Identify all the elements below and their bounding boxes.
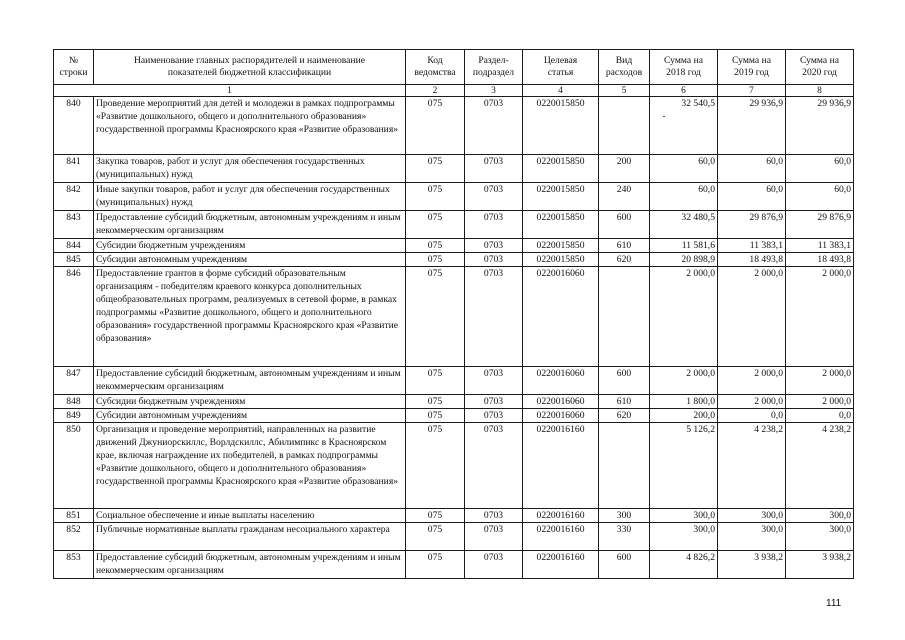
row-dept-code: 075 — [406, 253, 465, 267]
row-sum-2019: 0,0 — [718, 409, 786, 423]
row-number: 846 — [54, 267, 94, 367]
row-name: Социальное обеспечение и иные выплаты населению — [94, 509, 406, 523]
row-sum-2020: 2 000,0 — [786, 367, 854, 395]
row-sum-2019: 300,0 — [718, 523, 786, 551]
table-row — [54, 211, 854, 239]
row-name: Субсидии бюджетным учреждениям — [94, 239, 406, 253]
row-sum-2018: 32 480,5 — [650, 211, 718, 239]
row-dept-code: 075 — [406, 267, 465, 367]
table-row — [54, 253, 854, 267]
row-section: 0703 — [465, 155, 523, 183]
row-dept-code: 075 — [406, 551, 465, 579]
row-expense-type — [599, 97, 650, 155]
row-dept-code: 075 — [406, 97, 465, 155]
row-dept-code: 075 — [406, 367, 465, 395]
header-sum-2019: Сумма на 2019 год — [718, 50, 786, 85]
row-target-article: 0220015850 — [523, 253, 599, 267]
row-section: 0703 — [465, 239, 523, 253]
row-sum-2019: 18 493,8 — [718, 253, 786, 267]
row-expense-type: 620 — [599, 253, 650, 267]
row-dept-code: 075 — [406, 423, 465, 509]
page-number: 111 — [826, 598, 842, 609]
row-sum-2019: 60,0 — [718, 183, 786, 211]
row-sum-2020: 60,0 — [786, 183, 854, 211]
column-number: 6 — [650, 85, 718, 97]
row-name: Субсидии автономным учреждениям — [94, 253, 406, 267]
row-target-article: 0220015850 — [523, 155, 599, 183]
row-sum-2018: 1 800,0 — [650, 395, 718, 409]
row-section: 0703 — [465, 97, 523, 155]
row-expense-type: 600 — [599, 211, 650, 239]
row-expense-type: 620 — [599, 409, 650, 423]
row-sum-2018: 20 898,9 — [650, 253, 718, 267]
row-sum-2020: 300,0 — [786, 523, 854, 551]
row-name: Предоставление субсидий бюджетным, автономным учреждениям и иным некоммерческим организациям — [94, 367, 406, 395]
row-name: Проведение мероприятий для детей и молодежи в рамках подпрограммы «Развитие дошкольного, общего и дополнительного образования» государственной программы Красноярского края «Развитие образования» — [94, 97, 406, 155]
column-number: 4 — [523, 85, 599, 97]
row-sum-2019: 300,0 — [718, 509, 786, 523]
row-dept-code: 075 — [406, 509, 465, 523]
row-name: Иные закупки товаров, работ и услуг для обеспечения государственных (муниципальных) нужд — [94, 183, 406, 211]
row-sum-2020: 29 876,9 — [786, 211, 854, 239]
row-section: 0703 — [465, 509, 523, 523]
row-target-article: 0220015850 — [523, 239, 599, 253]
row-sum-2020: 4 238,2 — [786, 423, 854, 509]
table-row — [54, 155, 854, 183]
row-number: 851 — [54, 509, 94, 523]
row-dept-code: 075 — [406, 523, 465, 551]
row-section: 0703 — [465, 267, 523, 367]
table-row — [54, 523, 854, 551]
row-sum-2018: 300,0 — [650, 509, 718, 523]
table-header-row — [54, 50, 854, 85]
column-number: 1 — [54, 85, 406, 97]
row-section: 0703 — [465, 211, 523, 239]
row-sum-2018: 11 581,6 — [650, 239, 718, 253]
row-target-article: 0220015850 — [523, 211, 599, 239]
row-sum-2020: 60,0 — [786, 155, 854, 183]
row-sum-2019: 11 383,1 — [718, 239, 786, 253]
row-number: 841 — [54, 155, 94, 183]
row-expense-type: 610 — [599, 395, 650, 409]
row-name: Организация и проведение мероприятий, направленных на развитие движений Джуниорскиллс, Ворлдскиллс, Абилимпикс в Красноярском крае, включая награждение их победителей, в рамках подпрограммы «Развитие дошкольного, общего и дополнительного образования» государственной программы Красноярского края «Развитие образования» — [94, 423, 406, 509]
row-dept-code: 075 — [406, 183, 465, 211]
row-expense-type: 200 — [599, 155, 650, 183]
table-row — [54, 509, 854, 523]
table-row — [54, 409, 854, 423]
row-sum-2019: 60,0 — [718, 155, 786, 183]
row-sum-2020: 18 493,8 — [786, 253, 854, 267]
row-target-article: 0220016060 — [523, 409, 599, 423]
column-number: 3 — [465, 85, 523, 97]
header-section: Раздел- подраздел — [465, 50, 523, 85]
table-row — [54, 239, 854, 253]
row-target-article: 0220016060 — [523, 367, 599, 395]
row-section: 0703 — [465, 423, 523, 509]
row-expense-type: 600 — [599, 367, 650, 395]
budget-table — [53, 49, 854, 579]
row-sum-2020: 3 938,2 — [786, 551, 854, 579]
header-sum-2018: Сумма на 2018 год — [650, 50, 718, 85]
row-sum-2019: 2 000,0 — [718, 367, 786, 395]
row-sum-2018: 60,0 — [650, 183, 718, 211]
table-row — [54, 423, 854, 509]
column-number: 7 — [718, 85, 786, 97]
row-sum-2018: 32 540,5 — [650, 97, 718, 155]
row-section: 0703 — [465, 551, 523, 579]
header-expense-type: Вид расходов — [599, 50, 650, 85]
row-name: Предоставление субсидий бюджетным, автономным учреждениям и иным некоммерческим организациям — [94, 211, 406, 239]
row-number: 850 — [54, 423, 94, 509]
row-number: 845 — [54, 253, 94, 267]
row-sum-2018: 2 000,0 — [650, 267, 718, 367]
row-name: Публичные нормативные выплаты гражданам несоциального характера — [94, 523, 406, 551]
row-sum-2020: 300,0 — [786, 509, 854, 523]
row-dept-code: 075 — [406, 155, 465, 183]
header-name: Наименование главных распорядителей и наименование показателей бюджетной классификации — [94, 50, 406, 85]
row-name: Закупка товаров, работ и услуг для обеспечения государственных (муниципальных) нужд — [94, 155, 406, 183]
row-sum-2020: 29 936,9 — [786, 97, 854, 155]
row-section: 0703 — [465, 367, 523, 395]
row-number: 849 — [54, 409, 94, 423]
row-sum-2018: 5 126,2 — [650, 423, 718, 509]
row-section: 0703 — [465, 523, 523, 551]
row-sum-2019: 2 000,0 — [718, 395, 786, 409]
table-row — [54, 97, 854, 155]
header-sum-2020: Сумма на 2020 год — [786, 50, 854, 85]
column-number: 5 — [599, 85, 650, 97]
row-expense-type — [599, 423, 650, 509]
row-target-article: 0220015850 — [523, 183, 599, 211]
row-target-article: 0220015850 — [523, 97, 599, 155]
header-row-number: № строки — [54, 50, 94, 85]
row-name: Субсидии автономным учреждениям — [94, 409, 406, 423]
row-sum-2019: 4 238,2 — [718, 423, 786, 509]
table-row — [54, 395, 854, 409]
row-dept-code: 075 — [406, 395, 465, 409]
row-sum-2019: 2 000,0 — [718, 267, 786, 367]
table-row — [54, 367, 854, 395]
row-name: Предоставление грантов в форме субсидий образовательным организациям - победителям краевого конкурса дополнительных общеобразовательных программ, реализуемых в сетевой форме, в рамках подпрограммы «Развитие дошкольного, общего и дополнительного образования» государственной программы Красноярского края «Развитие образования» — [94, 267, 406, 367]
row-sum-2018: 4 826,2 — [650, 551, 718, 579]
row-section: 0703 — [465, 253, 523, 267]
row-sum-2018: 300,0 — [650, 523, 718, 551]
row-number: 844 — [54, 239, 94, 253]
row-name: Предоставление субсидий бюджетным, автономным учреждениям и иным некоммерческим организациям — [94, 551, 406, 579]
row-sum-2020: 11 383,1 — [786, 239, 854, 253]
table-body — [54, 97, 854, 579]
row-expense-type: 240 — [599, 183, 650, 211]
row-number: 840 — [54, 97, 94, 155]
row-sum-2018: 60,0 — [650, 155, 718, 183]
row-number: 843 — [54, 211, 94, 239]
row-target-article: 0220016060 — [523, 267, 599, 367]
row-target-article: 0220016060 — [523, 395, 599, 409]
scan-mark — [663, 116, 665, 117]
row-sum-2018: 200,0 — [650, 409, 718, 423]
row-sum-2020: 2 000,0 — [786, 267, 854, 367]
row-expense-type — [599, 267, 650, 367]
row-number: 842 — [54, 183, 94, 211]
row-dept-code: 075 — [406, 239, 465, 253]
row-sum-2020: 2 000,0 — [786, 395, 854, 409]
table-row — [54, 267, 854, 367]
row-name: Субсидии бюджетным учреждениям — [94, 395, 406, 409]
row-sum-2019: 29 876,9 — [718, 211, 786, 239]
row-target-article: 0220016160 — [523, 423, 599, 509]
row-target-article: 0220016160 — [523, 551, 599, 579]
table-row — [54, 551, 854, 579]
row-expense-type: 300 — [599, 509, 650, 523]
row-expense-type: 330 — [599, 523, 650, 551]
row-expense-type: 600 — [599, 551, 650, 579]
column-number: 8 — [786, 85, 854, 97]
column-number-row — [54, 85, 854, 97]
row-section: 0703 — [465, 395, 523, 409]
header-target-article: Целевая статья — [523, 50, 599, 85]
header-dept-code: Код ведомства — [406, 50, 465, 85]
row-target-article: 0220016160 — [523, 509, 599, 523]
row-sum-2020: 0,0 — [786, 409, 854, 423]
row-expense-type: 610 — [599, 239, 650, 253]
row-section: 0703 — [465, 409, 523, 423]
row-number: 853 — [54, 551, 94, 579]
row-sum-2019: 29 936,9 — [718, 97, 786, 155]
row-sum-2018: 2 000,0 — [650, 367, 718, 395]
row-target-article: 0220016160 — [523, 523, 599, 551]
row-dept-code: 075 — [406, 211, 465, 239]
row-number: 852 — [54, 523, 94, 551]
row-section: 0703 — [465, 183, 523, 211]
row-sum-2019: 3 938,2 — [718, 551, 786, 579]
row-number: 847 — [54, 367, 94, 395]
row-dept-code: 075 — [406, 409, 465, 423]
column-number: 2 — [406, 85, 465, 97]
table-row — [54, 183, 854, 211]
row-number: 848 — [54, 395, 94, 409]
